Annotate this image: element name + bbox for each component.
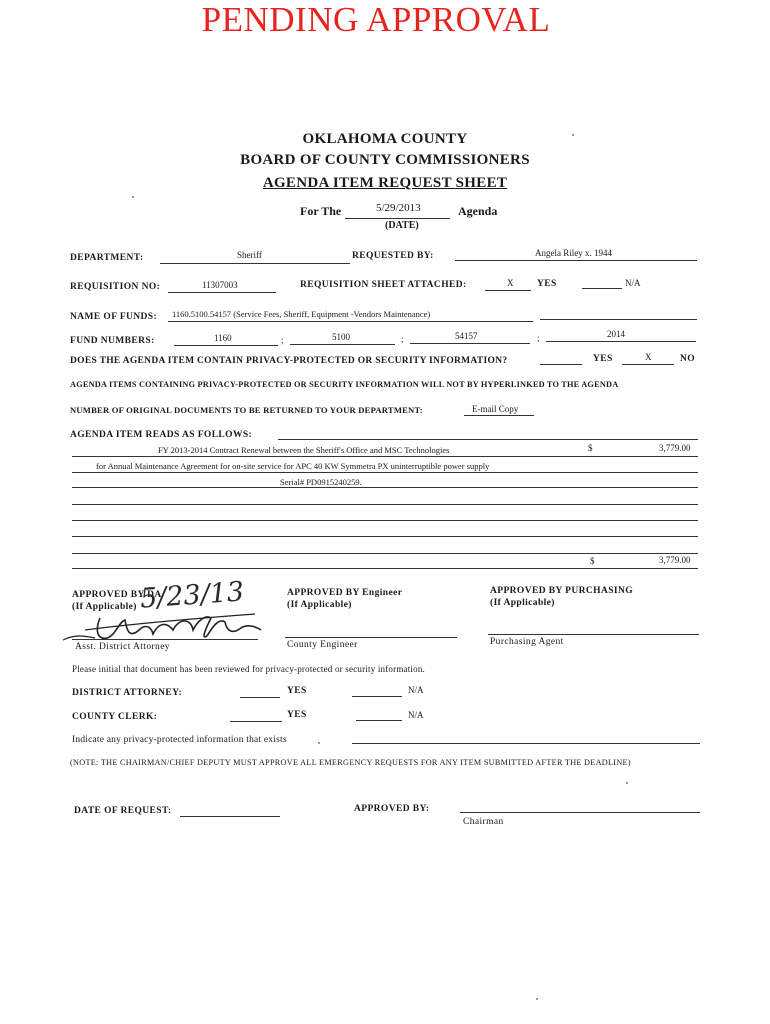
fund-numbers-label: FUND NUMBERS: (70, 336, 155, 346)
da-yes-label: YES (287, 686, 307, 696)
requested-by-line (455, 260, 697, 261)
district-attorney-label: DISTRICT ATTORNEY: (72, 688, 183, 698)
indicate-line (352, 743, 700, 744)
fund-4-line (546, 341, 696, 342)
privacy-mark[interactable]: X (645, 352, 652, 362)
fund-number-4[interactable]: 2014 (607, 329, 625, 339)
privacy-yes-line (540, 364, 582, 365)
requisition-line (168, 292, 276, 293)
privacy-yes-label: YES (593, 354, 613, 364)
item-line-0 (278, 439, 698, 440)
county-clerk-label: COUNTY CLERK: (72, 712, 158, 722)
da-na-line (352, 696, 402, 697)
da-na-label: N/A (408, 685, 424, 695)
requisition-na-label: N/A (625, 278, 641, 288)
sheet-title (0, 175, 770, 192)
item-reads-label: AGENDA ITEM READS AS FOLLOWS: (70, 430, 253, 440)
item-line-2 (72, 472, 698, 473)
da-signature-line (72, 639, 258, 640)
fund-number-2[interactable]: 5100 (332, 332, 350, 342)
clerk-na-label: N/A (408, 710, 424, 720)
engineer-signature-line (285, 637, 457, 638)
originals-value[interactable]: E-mail Copy (472, 404, 519, 414)
department-line (160, 263, 350, 264)
fund-1-line (174, 345, 278, 346)
da-signature-label: Asst. District Attorney (75, 642, 170, 652)
agenda-label: Agenda (458, 204, 498, 218)
scan-speck (572, 134, 574, 136)
sheet-title-text: AGENDA ITEM REQUEST SHEET (262, 175, 508, 191)
privacy-no-line (622, 364, 674, 365)
funds-name-value[interactable]: 1160.5100.54157 (Service Fees, Sheriff, Equipment -Vendors Maintenance) (172, 309, 431, 319)
scan-speck (132, 196, 134, 198)
funds-name-line-2 (540, 319, 697, 320)
fund-2-line (290, 344, 395, 345)
approved-purchasing-title: APPROVED BY PURCHASING (490, 586, 634, 596)
requested-by-label: REQUESTED BY: (352, 251, 434, 261)
privacy-question: DOES THE AGENDA ITEM CONTAIN PRIVACY-PROTECTED OR SECURITY INFORMATION? (70, 356, 508, 366)
item-dollar-sign: $ (588, 443, 593, 453)
privacy-no-label: NO (680, 354, 696, 364)
item-text-3[interactable]: Serial# PD0915240259. (280, 477, 362, 487)
date-of-request-line (180, 816, 280, 817)
item-line-3 (72, 487, 698, 488)
approved-da-title: APPROVED BY DA (72, 590, 162, 600)
initial-note: Please initial that document has been reviewed for privacy-protected or security information. (72, 664, 425, 674)
chairman-label: Chairman (463, 817, 504, 827)
clerk-yes-label: YES (287, 710, 307, 720)
agenda-date[interactable]: 5/29/2013 (376, 202, 421, 214)
da-yes-line (240, 697, 280, 698)
board-name: BOARD OF COUNTY COMMISSIONERS (240, 152, 530, 168)
item-text-2[interactable]: for Annual Maintenance Agreement for on-site service for APC 40 KW Symmetra PX uninterruptible power supply (96, 461, 490, 471)
requisition-yes-label: YES (537, 279, 557, 289)
requisition-sheet-label: REQUISITION SHEET ATTACHED: (300, 280, 467, 290)
requisition-label: REQUISITION NO: (70, 282, 161, 292)
scan-speck (626, 782, 628, 784)
funds-name-line (168, 321, 533, 322)
county-name: OKLAHOMA COUNTY (302, 131, 468, 147)
approved-engineer-sub: (If Applicable) (287, 600, 352, 610)
department-value[interactable]: Sheriff (237, 250, 262, 260)
fund-number-1[interactable]: 1160 (214, 333, 232, 343)
requested-by-value[interactable]: Angela Riley x. 1944 (535, 248, 612, 258)
handwritten-date: 5/23/13 (139, 576, 246, 615)
clerk-yes-line (230, 721, 282, 722)
fund-sep-1: ; (281, 335, 284, 345)
date-caption: (DATE) (385, 220, 419, 231)
pending-approval-stamp: PENDING APPROVAL (201, 0, 551, 39)
approved-da-sub: (If Applicable) (72, 602, 137, 612)
originals-label: NUMBER OF ORIGINAL DOCUMENTS TO BE RETURNED TO YOUR DEPARTMENT: (70, 405, 423, 415)
approved-by-label: APPROVED BY: (354, 804, 430, 814)
requisition-value[interactable]: 11307003 (202, 280, 238, 290)
requisition-yes-mark[interactable]: X (507, 278, 514, 288)
originals-line (464, 415, 534, 416)
funds-name-label: NAME OF FUNDS: (70, 312, 158, 322)
engineer-signature-label: County Engineer (287, 640, 358, 650)
approved-engineer-title: APPROVED BY Engineer (287, 588, 403, 598)
item-line-4 (72, 504, 698, 505)
privacy-note: AGENDA ITEMS CONTAINING PRIVACY-PROTECTED OR SECURITY INFORMATION WILL NOT BY HYPERLINKED TO THE AGENDA (70, 380, 619, 389)
purchasing-signature-line (488, 634, 699, 635)
chairman-signature-line (460, 812, 700, 813)
item-line-8 (72, 568, 698, 569)
fund-sep-3: ; (537, 333, 540, 343)
approved-purchasing-sub: (If Applicable) (490, 598, 555, 608)
fund-number-3[interactable]: 54157 (455, 331, 478, 341)
fund-sep-2: ; (401, 334, 404, 344)
item-line-6 (72, 536, 698, 537)
fund-3-line (410, 343, 530, 344)
purchasing-signature-label: Purchasing Agent (490, 637, 564, 647)
item-line-5 (72, 520, 698, 521)
item-line-7 (72, 553, 698, 554)
item-amount[interactable]: 3,779.00 (659, 443, 691, 453)
indicate-privacy: Indicate any privacy-protected information that exists (72, 735, 287, 745)
for-the-label: For The (300, 204, 342, 218)
department-label: DEPARTMENT: (70, 253, 144, 263)
requisition-na-line (582, 288, 622, 289)
deadline-note: (NOTE: THE CHAIRMAN/CHIEF DEPUTY MUST APPROVE ALL EMERGENCY REQUESTS FOR ANY ITEM SUBMITTED AFTER THE DEADLINE) (70, 758, 631, 767)
item-line-1 (72, 456, 698, 457)
scan-speck (536, 998, 538, 1000)
item-text-1[interactable]: FY 2013-2014 Contract Renewal between the Sheriff's Office and MSC Technologies (158, 445, 450, 455)
date-of-request-label: DATE OF REQUEST: (74, 806, 172, 816)
agenda-date-line (345, 218, 450, 219)
requisition-yes-line (485, 290, 531, 291)
clerk-na-line (356, 720, 402, 721)
total-dollar-sign: $ (590, 556, 595, 566)
total-amount[interactable]: 3,779.00 (659, 555, 691, 565)
scan-speck (318, 742, 320, 744)
